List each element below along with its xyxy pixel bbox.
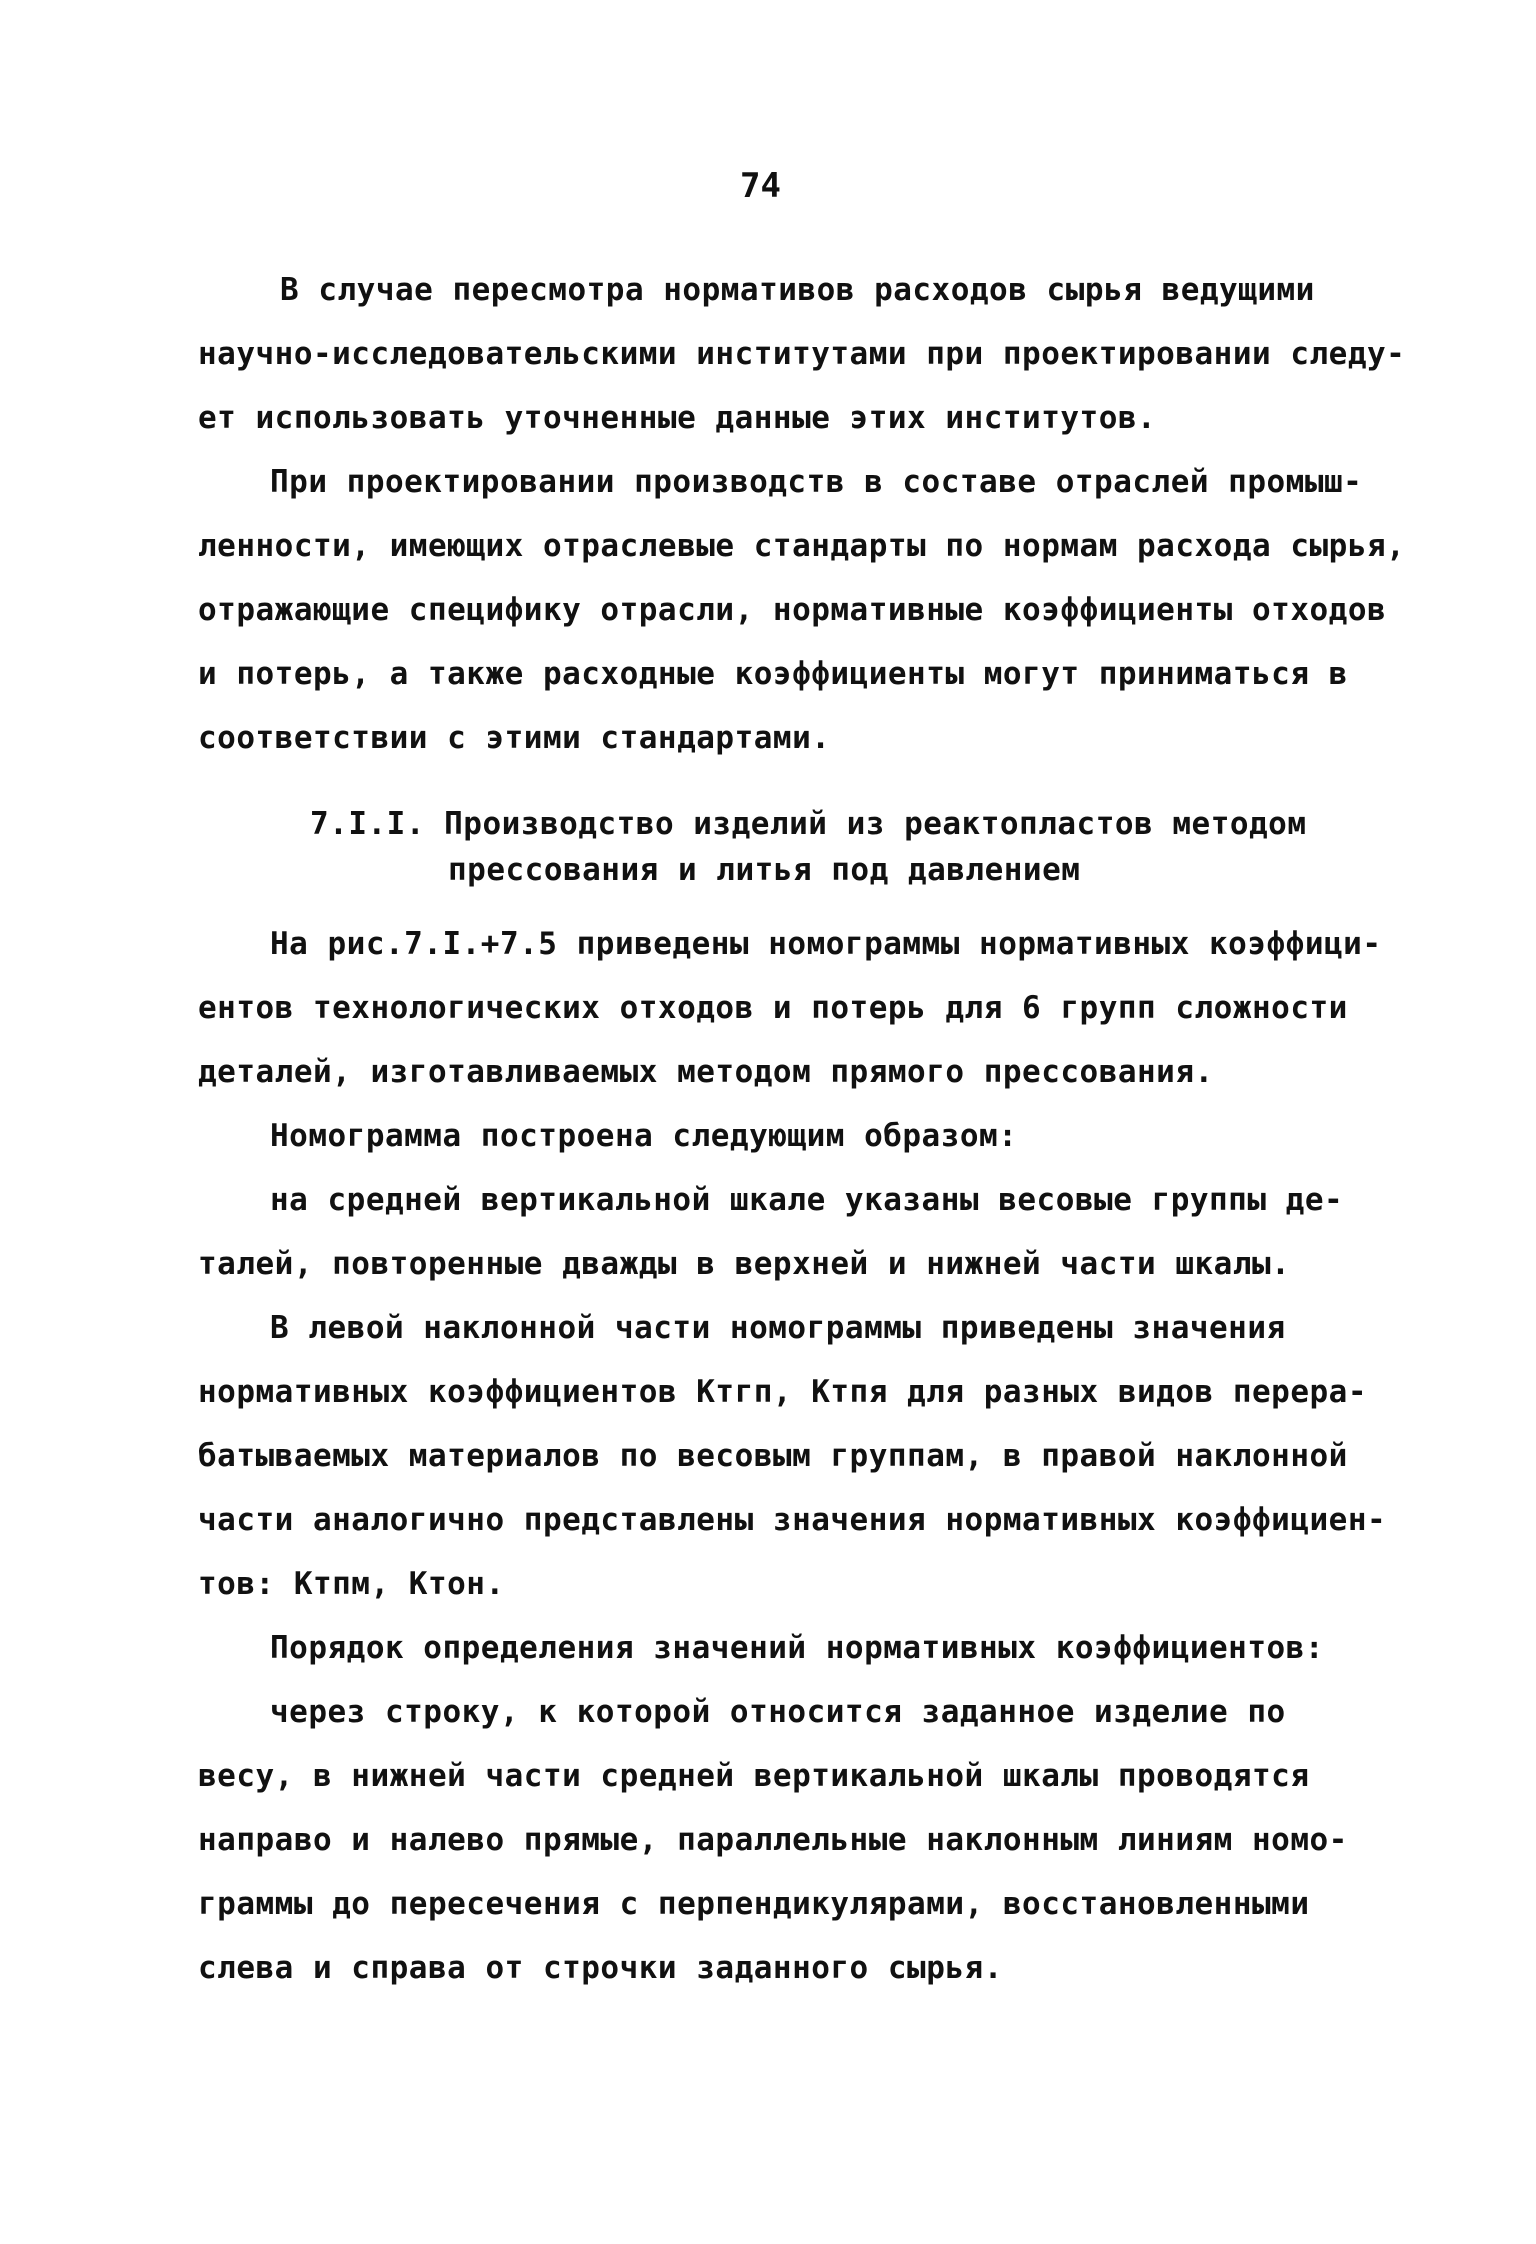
text-line: В случае пересмотра нормативов расходов сырья ведущими: [280, 272, 1315, 308]
text-line: Порядок определения значений нормативных коэффициентов:: [270, 1630, 1324, 1666]
text-line: Номограмма построена следующим образом:: [270, 1118, 1018, 1154]
text-line: части аналогично представлены значения нормативных коэффициен-: [198, 1502, 1387, 1538]
text-line: и потерь, а также расходные коэффициенты могут приниматься в: [198, 656, 1348, 692]
text-line: ленности, имеющих отраслевые стандарты по нормам расхода сырья,: [198, 528, 1406, 564]
text-line: отражающие специфику отрасли, нормативные коэффициенты отходов: [198, 592, 1387, 628]
text-line: При проектировании производств в составе отраслей промыш-: [270, 464, 1363, 500]
text-line: ентов технологических отходов и потерь для 6 групп сложности: [198, 990, 1348, 1026]
page-number: 74: [740, 166, 781, 206]
text-line: В левой наклонной части номограммы приведены значения: [270, 1310, 1286, 1346]
text-line: через строку, к которой относится заданное изделие по: [270, 1694, 1286, 1730]
text-line: граммы до пересечения с перпендикулярами, восстановленными: [198, 1886, 1310, 1922]
heading-line: 7.I.I. Производство изделий из реактопластов методом: [310, 806, 1307, 842]
text-line: направо и налево прямые, параллельные наклонным линиям номо-: [198, 1822, 1348, 1858]
heading-line: прессования и литья под давлением: [448, 852, 1081, 888]
text-line: деталей, изготавливаемых методом прямого прессования.: [198, 1054, 1214, 1090]
text-line: слева и справа от строчки заданного сырья.: [198, 1950, 1003, 1986]
text-line: батываемых материалов по весовым группам, в правой наклонной: [198, 1438, 1348, 1474]
text-line: соответствии с этими стандартами.: [198, 720, 831, 756]
text-line: На рис.7.I.+7.5 приведены номограммы нормативных коэффици-: [270, 926, 1382, 962]
text-line: ет использовать уточненные данные этих институтов.: [198, 400, 1157, 436]
text-line: на средней вертикальной шкале указаны весовые группы де-: [270, 1182, 1344, 1218]
text-line: весу, в нижней части средней вертикальной шкалы проводятся: [198, 1758, 1310, 1794]
text-line: научно-исследовательскими институтами при проектировании следу-: [198, 336, 1406, 372]
text-line: тов: Ктпм, Ктон.: [198, 1566, 505, 1602]
text-line: талей, повторенные дважды в верхней и нижней части шкалы.: [198, 1246, 1291, 1282]
text-line: нормативных коэффициентов Ктгп, Ктпя для разных видов перера-: [198, 1374, 1367, 1410]
